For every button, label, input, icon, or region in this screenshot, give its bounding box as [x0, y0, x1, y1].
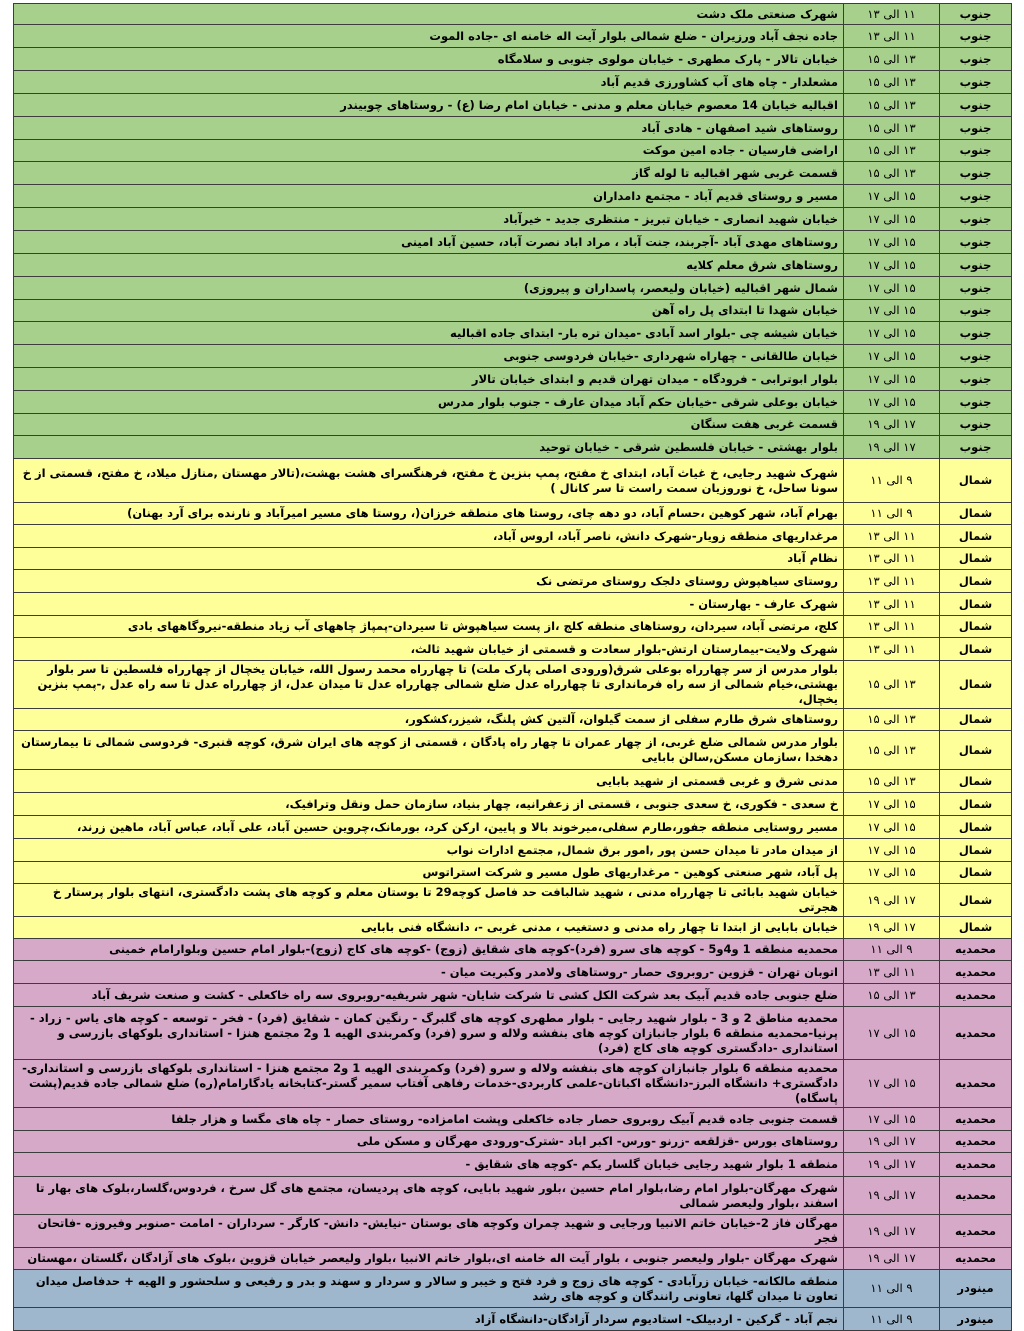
areas-cell: روستاهای مهدی آباد -آجربند، جنت آباد ، مراد اباد نصرت آباد، حسین آباد امینی [14, 231, 844, 254]
areas-cell: محمدیه منطقه 1 و4و5 - کوچه های سرو (فرد)-کوچه های شقایق (زوج) -کوچه های کاج (زوج)-بلوار امام حسین وبلوارامام خمینی [14, 939, 844, 961]
region-cell: شمال [940, 709, 1012, 731]
areas-cell: بلوار مدرس شمالی ضلع غربی، از چهار عمران تا چهار راه پادگان ، قسمتی از کوچه های ایران شرق، کوچه قنبری- فردوسی شمالی تا بیمارستان دهخدا ،سازمان مسکن,سالن بابایی [14, 731, 844, 770]
table-row [14, 793, 1012, 816]
areas-cell: پل آباد، شهر صنعتی کوهین - مرغداریهای طول مسیر و شرکت استراتوس [14, 862, 844, 884]
region-cell: جنوب [940, 162, 1012, 185]
areas-cell: محمدیه منطقه 6 بلوار جانبازان کوچه های بنفشه ولاله و سرو (فرد) وکمربندی الهیه 1 و2 مجتمع هنزا - استانداری بلوکهای بازرسی و استانداری-دادگستری+ دانشگاه البرز-دانشگاه اکباتان-علمی کاربردی-خدمات رفاهی آفتاب سمیر گستر-کتابخانه یادگارامام(ره) ضلع شمالی جاده قدیم(پشت پاسگاه) [14, 1060, 844, 1108]
areas-cell: شهرک شهید رجایی، خ غیاث آباد، ابتدای خ مفتح، پمپ بنزین خ مفتح، فرهنگسرای هشت بهشت،(تالار مهستان ,منازل میلاد، خ مفتح، قسمتی از خ سونا ساحل، خ نوروزیان سمت راست تا سر کانال ) [14, 459, 844, 503]
region-cell: جنوب [940, 25, 1012, 48]
hours-cell: ۱۱ الی ۱۳ [844, 25, 940, 48]
areas-cell: شهرک صنعتی ملک دشت [14, 4, 844, 25]
areas-cell: روستاهای شرق معلم کلایه [14, 254, 844, 277]
hours-cell: ۱۷ الی ۱۹ [844, 1131, 940, 1153]
table-row [14, 117, 1012, 140]
hours-cell: ۱۳ الی ۱۵ [844, 770, 940, 793]
areas-cell: مرغداریهای منطقه زویار-شهرک دانش، ناصر آباد، اروس آباد، [14, 525, 844, 548]
region-cell: جنوب [940, 48, 1012, 71]
region-cell: محمدیه [940, 961, 1012, 984]
hours-cell: ۱۵ الی ۱۷ [844, 231, 940, 254]
region-cell: محمدیه [940, 1060, 1012, 1108]
areas-cell: بلوار بهشتی - خیابان فلسطین شرقی - خیابان توحید [14, 436, 844, 459]
table-row [14, 616, 1012, 638]
region-cell: جنوب [940, 231, 1012, 254]
areas-cell: خیابان بابایی از ابتدا تا چهار راه مدنی و دستغیب ، مدنی غربی -، دانشگاه فنی بابایی [14, 917, 844, 939]
table-row [14, 839, 1012, 862]
table-row [14, 709, 1012, 731]
areas-cell: روستاهای شرق طارم سفلی از سمت گیلوان، آلتین کش پلنگ، شیزر،کشکور، [14, 709, 844, 731]
region-cell: محمدیه [940, 939, 1012, 961]
hours-cell: ۱۵ الی ۱۷ [844, 862, 940, 884]
region-cell: جنوب [940, 368, 1012, 391]
areas-cell: اقبالیه خیابان 14 معصوم خیابان معلم و مدنی - خیابان امام رضا (ع) - روستاهای چوبیندر [14, 94, 844, 117]
hours-cell: ۹ الی ۱۱ [844, 939, 940, 961]
hours-cell: ۱۳ الی ۱۵ [844, 731, 940, 770]
hours-cell: ۱۱ الی ۱۳ [844, 4, 940, 25]
hours-cell: ۹ الی ۱۱ [844, 1308, 940, 1331]
hours-cell: ۱۱ الی ۱۳ [844, 638, 940, 661]
areas-cell: خیابان طالقانی - چهاراه شهرداری -خیابان فردوسی جنوبی [14, 345, 844, 368]
hours-cell: ۱۵ الی ۱۷ [844, 793, 940, 816]
table-row [14, 731, 1012, 770]
region-cell: جنوب [940, 277, 1012, 300]
areas-cell: شهرک عارف - بهارستان - [14, 593, 844, 616]
areas-cell: خیابان بوعلی شرقی -خیابان حکم آباد میدان عارف - جنوب بلوار مدرس [14, 391, 844, 414]
areas-cell: خیابان تالار - پارک مطهری - خیابان مولوی جنوبی و سلامگاه [14, 48, 844, 71]
hours-cell: ۱۳ الی ۱۵ [844, 661, 940, 709]
region-cell: جنوب [940, 94, 1012, 117]
areas-cell: شهرک ولایت-بیمارستان ارتش-بلوار سعادت و قسمتی از خیابان شهید ثالث، [14, 638, 844, 661]
region-cell: جنوب [940, 436, 1012, 459]
hours-cell: ۱۷ الی ۱۹ [844, 436, 940, 459]
areas-cell: شمال شهر اقبالیه (خیابان ولیعصر، پاسداران و پیروزی) [14, 277, 844, 300]
hours-cell: ۱۵ الی ۱۷ [844, 1060, 940, 1108]
region-cell: شمال [940, 570, 1012, 593]
region-cell: شمال [940, 638, 1012, 661]
table-row [14, 1248, 1012, 1270]
areas-cell: روستاهای شید اصفهان - هادی آباد [14, 117, 844, 140]
areas-cell: بهرام آباد، شهر کوهین ،حسام آباد، دو دهه چای، روستا های منطقه خرزان(، روستا های مسیر امیرآباد و نارنده برای آرد بهنان) [14, 503, 844, 525]
table-row [14, 4, 1012, 25]
table-row [14, 436, 1012, 459]
areas-cell: بلوار ابوترابی - فرودگاه - میدان تهران قدیم و ابتدای خیابان تالار [14, 368, 844, 391]
areas-cell: مهرگان فاز 2-خیابان خاتم الانبیا ورجایی و شهید چمران وکوچه های بوستان -نیایش- دانش- کارگر - سرداران - امامت -صنوبر وفیروزه -فاتحان فجر [14, 1215, 844, 1248]
areas-cell: مسیر و روستای قدیم آباد - مجتمع دامداران [14, 185, 844, 208]
areas-cell: روستای سیاهپوش روستای دلجک روستای مرتضی نک [14, 570, 844, 593]
table-row [14, 939, 1012, 961]
hours-cell: ۱۵ الی ۱۷ [844, 345, 940, 368]
areas-cell: از میدان مادر تا میدان حسن پور ,امور برق شمال, مجتمع ادارات نواب [14, 839, 844, 862]
areas-cell: ضلع جنوبی جاده قدیم آبیک بعد شرکت الکل کشی تا شرکت شایان- شهر شریفیه-روبروی سه راه خاکعلی - کشت و صنعت شریف آباد [14, 984, 844, 1007]
region-cell: جنوب [940, 4, 1012, 25]
table-row [14, 208, 1012, 231]
areas-cell: شهرک مهرگان-بلوار امام رضا،بلوار امام حسین ،بلور شهید بابایی، کوچه های پردیسان، مجتمع های گل سرخ ، فردوس،گلسار،بلوک های بهار تا اسفند ،بلوار ولیعصر شمالی [14, 1177, 844, 1215]
table-row [14, 254, 1012, 277]
areas-cell: قسمت جنوبی جاده قدیم آبیک روبروی حصار جاده خاکعلی وپشت امامزاده- روستای حصار - چاه های مگسا و هزار جلفا [14, 1108, 844, 1131]
hours-cell: ۱۱ الی ۱۳ [844, 616, 940, 638]
table-row [14, 862, 1012, 884]
region-cell: جنوب [940, 208, 1012, 231]
region-cell: شمال [940, 862, 1012, 884]
region-cell: شمال [940, 459, 1012, 503]
region-cell: جنوب [940, 254, 1012, 277]
region-cell: مینودر [940, 1308, 1012, 1331]
table-row [14, 1153, 1012, 1177]
region-cell: شمال [940, 770, 1012, 793]
hours-cell: ۱۵ الی ۱۷ [844, 816, 940, 839]
region-cell: محمدیه [940, 1108, 1012, 1131]
areas-cell: نجم آباد - گرکین - اردبیلک- استادیوم سردار آزادگان-دانشگاه آزاد [14, 1308, 844, 1331]
hours-cell: ۱۱ الی ۱۳ [844, 593, 940, 616]
areas-cell: خیابان شهدا تا ابتدای پل راه آهن [14, 300, 844, 322]
table-row [14, 162, 1012, 185]
region-cell: محمدیه [940, 1215, 1012, 1248]
region-cell: شمال [940, 593, 1012, 616]
areas-cell: محمدیه مناطق 2 و 3 - بلوار شهید رجایی - بلوار مطهری کوچه های گلبرگ - رنگین کمان - شقایق (فرد) - فخر - توسعه - کوچه های یاس - زراد - پرنیا-محمدیه منطقه 6 بلوار جانبازان کوچه های بنفشه ولاله و سرو (فرد) وکمربندی الهیه 1 و2 مجتمع هنزا - استانداری بلوکهای بازرسی و استانداری -دادگستری کوچه های کاج (فرد) [14, 1007, 844, 1060]
areas-cell: بلوار مدرس از سر چهارراه بوعلی شرق(ورودی اصلی پارک ملت) تا چهارراه محمد رسول الله، خیابان یخچال از چهارراه فلسطین تا سر بلوار بهشتی،خیام شمالی از سه راه فرمانداری تا چهارراه عدل ضلع شمالی چهارراه عدل تا میدان عدل، از چهارراه عدل تا سه راه عدل ,-پمپ بنزین یخچال، [14, 661, 844, 709]
table-row [14, 570, 1012, 593]
areas-cell: جاده نجف آباد ورزیران - ضلع شمالی بلوار آیت اله خامنه ای -جاده الموت [14, 25, 844, 48]
region-cell: شمال [940, 917, 1012, 939]
region-cell: محمدیه [940, 1177, 1012, 1215]
hours-cell: ۱۵ الی ۱۷ [844, 208, 940, 231]
region-cell: شمال [940, 616, 1012, 638]
region-cell: مینودر [940, 1270, 1012, 1308]
hours-cell: ۱۷ الی ۱۹ [844, 414, 940, 436]
hours-cell: ۱۱ الی ۱۳ [844, 961, 940, 984]
hours-cell: ۱۷ الی ۱۹ [844, 1248, 940, 1270]
areas-cell: قسمت غربی شهر اقبالیه تا لوله گاز [14, 162, 844, 185]
table-row [14, 1308, 1012, 1331]
areas-cell: کلج، مرتضی آباد، سیردان، روستاهای منطقه کلج ،از پست سیاهپوش تا سیردان-پمپاژ چاههای آب زیاد منطقه-نیروگاههای بادی [14, 616, 844, 638]
table-row [14, 638, 1012, 661]
table-row [14, 48, 1012, 71]
areas-cell: مسیر روستایی منطقه جفور،طارم سفلی،میرخوند بالا و پایین، ارکن کرد، بورمانک،چروین حسین آباد، علی آباد، عباس آباد، ماهین زرند، [14, 816, 844, 839]
areas-cell: قسمت غربی هفت سنگان [14, 414, 844, 436]
region-cell: شمال [940, 661, 1012, 709]
table-row [14, 322, 1012, 345]
table-row [14, 71, 1012, 94]
region-cell: جنوب [940, 140, 1012, 162]
table-row [14, 593, 1012, 616]
hours-cell: ۱۵ الی ۱۷ [844, 1108, 940, 1131]
hours-cell: ۱۷ الی ۱۹ [844, 1153, 940, 1177]
hours-cell: ۱۱ الی ۱۳ [844, 570, 940, 593]
areas-cell: اتوبان تهران - قزوین -روبروی حصار -روستاهای ولامدر وکبریت میان - [14, 961, 844, 984]
region-cell: شمال [940, 503, 1012, 525]
region-cell: جنوب [940, 71, 1012, 94]
schedule-rows [14, 4, 1012, 1331]
areas-cell: خ سعدی - فکوری، خ سعدی جنوبی ، قسمتی از زعفرانیه، چهار بنیاد، سازمان حمل ونقل وترافیک، [14, 793, 844, 816]
hours-cell: ۱۷ الی ۱۹ [844, 1215, 940, 1248]
table-row [14, 884, 1012, 917]
table-row [14, 391, 1012, 414]
areas-cell: روستاهای بورس -قزلقعه -زرنو -ورس- اکبر اباد -شترک-ورودی مهرگان و مسکن ملی [14, 1131, 844, 1153]
hours-cell: ۱۵ الی ۱۷ [844, 839, 940, 862]
table-row [14, 94, 1012, 117]
hours-cell: ۱۳ الی ۱۵ [844, 162, 940, 185]
hours-cell: ۱۷ الی ۱۹ [844, 884, 940, 917]
areas-cell: مشعلدار - چاه های آب کشاورزی قدیم آباد [14, 71, 844, 94]
hours-cell: ۱۵ الی ۱۷ [844, 185, 940, 208]
table-row [14, 1270, 1012, 1308]
table-row [14, 525, 1012, 548]
table-row [14, 1215, 1012, 1248]
hours-cell: ۹ الی ۱۱ [844, 459, 940, 503]
hours-cell: ۱۵ الی ۱۷ [844, 254, 940, 277]
region-cell: شمال [940, 793, 1012, 816]
table-row [14, 1131, 1012, 1153]
region-cell: شمال [940, 731, 1012, 770]
table-row [14, 414, 1012, 436]
hours-cell: ۱۳ الی ۱۵ [844, 48, 940, 71]
areas-cell: منطقه مالکانه- خیابان زرآبادی - کوچه های زوج و فرد فتح و خیبر و سالار و سردار و سهند و بدر و رفیعی و سلحشور و الهیه + حدفاصل میدان تعاون تا میدان گلها، تعاونی رانندگان و کوچه های رشد [14, 1270, 844, 1308]
region-cell: محمدیه [940, 984, 1012, 1007]
region-cell: جنوب [940, 300, 1012, 322]
hours-cell: ۱۵ الی ۱۷ [844, 300, 940, 322]
table-row [14, 277, 1012, 300]
table-row [14, 961, 1012, 984]
hours-cell: ۱۳ الی ۱۵ [844, 94, 940, 117]
region-cell: جنوب [940, 185, 1012, 208]
table-row [14, 917, 1012, 939]
table-row [14, 140, 1012, 162]
table-row [14, 661, 1012, 709]
areas-cell: مدنی شرق و غربی قسمتی از شهید بابایی [14, 770, 844, 793]
hours-cell: ۱۳ الی ۱۵ [844, 140, 940, 162]
table-row [14, 231, 1012, 254]
region-cell: محمدیه [940, 1007, 1012, 1060]
areas-cell: شهرک مهرگان -بلوار ولیعصر جنوبی ، بلوار آیت اله خامنه ای،بلوار خاتم الانبیا ،بلوار ولیعصر خیابان قزوین ،بلوک های آزادگان ،گلستان ،مهستان [14, 1248, 844, 1270]
hours-cell: ۱۳ الی ۱۵ [844, 984, 940, 1007]
table-row [14, 1177, 1012, 1215]
table-row [14, 345, 1012, 368]
hours-cell: ۱۵ الی ۱۷ [844, 322, 940, 345]
region-cell: محمدیه [940, 1153, 1012, 1177]
table-row [14, 1108, 1012, 1131]
table-row [14, 816, 1012, 839]
region-cell: جنوب [940, 117, 1012, 140]
region-cell: شمال [940, 816, 1012, 839]
region-cell: شمال [940, 884, 1012, 917]
hours-cell: ۱۱ الی ۱۳ [844, 548, 940, 570]
region-cell: محمدیه [940, 1248, 1012, 1270]
hours-cell: ۱۵ الی ۱۷ [844, 277, 940, 300]
hours-cell: ۱۵ الی ۱۷ [844, 368, 940, 391]
areas-cell: منطقه 1 بلوار شهید رجایی خیابان گلسار یکم -کوچه های شقایق - [14, 1153, 844, 1177]
areas-cell: نظام آباد [14, 548, 844, 570]
hours-cell: ۱۷ الی ۱۹ [844, 1177, 940, 1215]
areas-cell: اراضی فارسیان - جاده امین موکت [14, 140, 844, 162]
region-cell: محمدیه [940, 1131, 1012, 1153]
hours-cell: ۱۵ الی ۱۷ [844, 1007, 940, 1060]
outage-schedule-table [13, 3, 1012, 1331]
table-row [14, 25, 1012, 48]
table-row [14, 1007, 1012, 1060]
hours-cell: ۱۵ الی ۱۷ [844, 391, 940, 414]
table-row [14, 459, 1012, 503]
region-cell: جنوب [940, 414, 1012, 436]
region-cell: شمال [940, 548, 1012, 570]
hours-cell: ۱۳ الی ۱۵ [844, 71, 940, 94]
table-row [14, 300, 1012, 322]
table-row [14, 770, 1012, 793]
table-row [14, 185, 1012, 208]
hours-cell: ۱۱ الی ۱۳ [844, 525, 940, 548]
region-cell: شمال [940, 839, 1012, 862]
hours-cell: ۱۳ الی ۱۵ [844, 709, 940, 731]
hours-cell: ۹ الی ۱۱ [844, 1270, 940, 1308]
region-cell: جنوب [940, 391, 1012, 414]
table-row [14, 548, 1012, 570]
hours-cell: ۱۷ الی ۱۹ [844, 917, 940, 939]
table-row [14, 503, 1012, 525]
areas-cell: خیابان شیشه چی -بلوار اسد آبادی -میدان تره بار- ابتدای جاده اقبالیه [14, 322, 844, 345]
table-row [14, 984, 1012, 1007]
hours-cell: ۹ الی ۱۱ [844, 503, 940, 525]
region-cell: جنوب [940, 345, 1012, 368]
areas-cell: خیابان شهید انصاری - خیابان تبریز - منتظری جدید - خیرآباد [14, 208, 844, 231]
table-row [14, 1060, 1012, 1108]
areas-cell: خیابان شهید بابائی تا چهارراه مدنی ، شهید شالبافت حد فاصل کوچه29 تا بوستان معلم و کوچه های پشت دادگستری، انتهای بلوار پرستار خ هجرتی [14, 884, 844, 917]
region-cell: جنوب [940, 322, 1012, 345]
table-row [14, 368, 1012, 391]
hours-cell: ۱۳ الی ۱۵ [844, 117, 940, 140]
region-cell: شمال [940, 525, 1012, 548]
